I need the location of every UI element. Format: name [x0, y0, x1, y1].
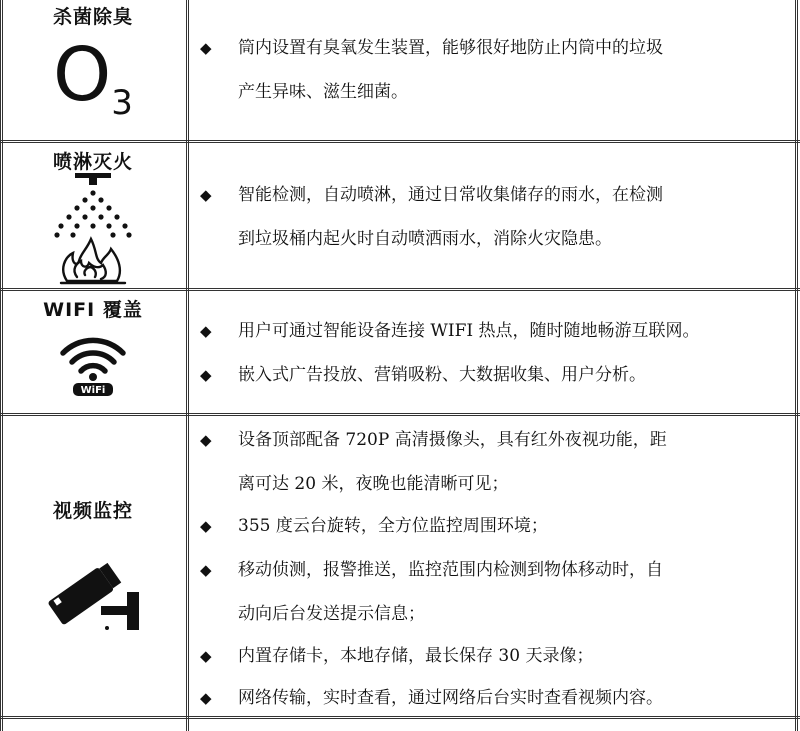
diamond-bullet-icon: ◆ [200, 647, 212, 665]
feature-bullet: ◆ 355 度云台旋转，全方位监控周围环境； [200, 504, 548, 548]
diamond-bullet-icon: ◆ [200, 517, 212, 535]
feature-bullet: ◆ 筒内设置有臭氧发生装置，能够很好地防止内筒中的垃圾 [200, 26, 663, 70]
diamond-bullet-icon: ◆ [200, 561, 212, 579]
feature-bullet: ◆ 用户可通过智能设备连接 WIFI 热点，随时随地畅游互联网。 [200, 309, 700, 353]
feature-row-sprinkler [0, 143, 800, 288]
feature-bullet: ◆ 智能检测，自动喷淋，通过日常收集储存的雨水，在检测 [200, 173, 663, 217]
feature-bullet: ◆ 内置存储卡，本地存储，最长保存 30 天录像； [200, 634, 593, 678]
feature-row-sterilization [0, 0, 800, 140]
feature-bullet-continuation: 产生异味、滋生细菌。 [238, 82, 408, 102]
feature-row-video [0, 416, 800, 716]
camera-svg [43, 556, 143, 636]
feature-bullet: ◆ 设备顶部配备 720P 高清摄像头，具有红外夜视功能，距 [200, 418, 667, 462]
sprinkler-fire-icon [0, 173, 186, 287]
feature-bullet-continuation: 动向后台发送提示信息； [238, 604, 425, 624]
diamond-bullet-icon: ◆ [200, 186, 212, 204]
feature-bullet: ◆ 嵌入式广告投放、营销吸粉、大数据收集、用户分析。 [200, 353, 646, 397]
feature-bullet: ◆ 网络传输，实时查看，通过网络后台实时查看视频内容。 [200, 676, 663, 720]
wifi-badge-text: WiFi [80, 385, 106, 396]
wifi-svg [59, 331, 127, 397]
diamond-bullet-icon: ◆ [200, 431, 212, 449]
feature-row-wifi [0, 291, 800, 413]
sprinkler-fire-svg [53, 173, 133, 287]
security-camera-icon [0, 556, 186, 636]
feature-title: 杀菌除臭 [52, 6, 133, 28]
feature-bullet: ◆ 移动侦测，报警推送，监控范围内检测到物体移动时，自 [200, 548, 663, 592]
ozone-o-glyph: O [53, 32, 112, 118]
feature-bullet-continuation: 到垃圾桶内起火时自动喷洒雨水，消除火灾隐患。 [238, 229, 612, 249]
diamond-bullet-icon: ◆ [200, 39, 212, 57]
diamond-bullet-icon: ◆ [200, 322, 212, 340]
diamond-bullet-icon: ◆ [200, 366, 212, 384]
feature-title: WIFI 覆盖 [43, 299, 143, 321]
diamond-bullet-icon: ◆ [200, 689, 212, 707]
feature-bullet-continuation: 离可达 20 米，夜晚也能清晰可见； [238, 474, 509, 494]
ozone-3-glyph: 3 [111, 83, 133, 123]
ozone-o3-icon [0, 32, 186, 123]
wifi-icon [0, 331, 186, 397]
feature-title: 喷淋灭火 [52, 151, 133, 173]
feature-title: 视频监控 [52, 500, 133, 522]
